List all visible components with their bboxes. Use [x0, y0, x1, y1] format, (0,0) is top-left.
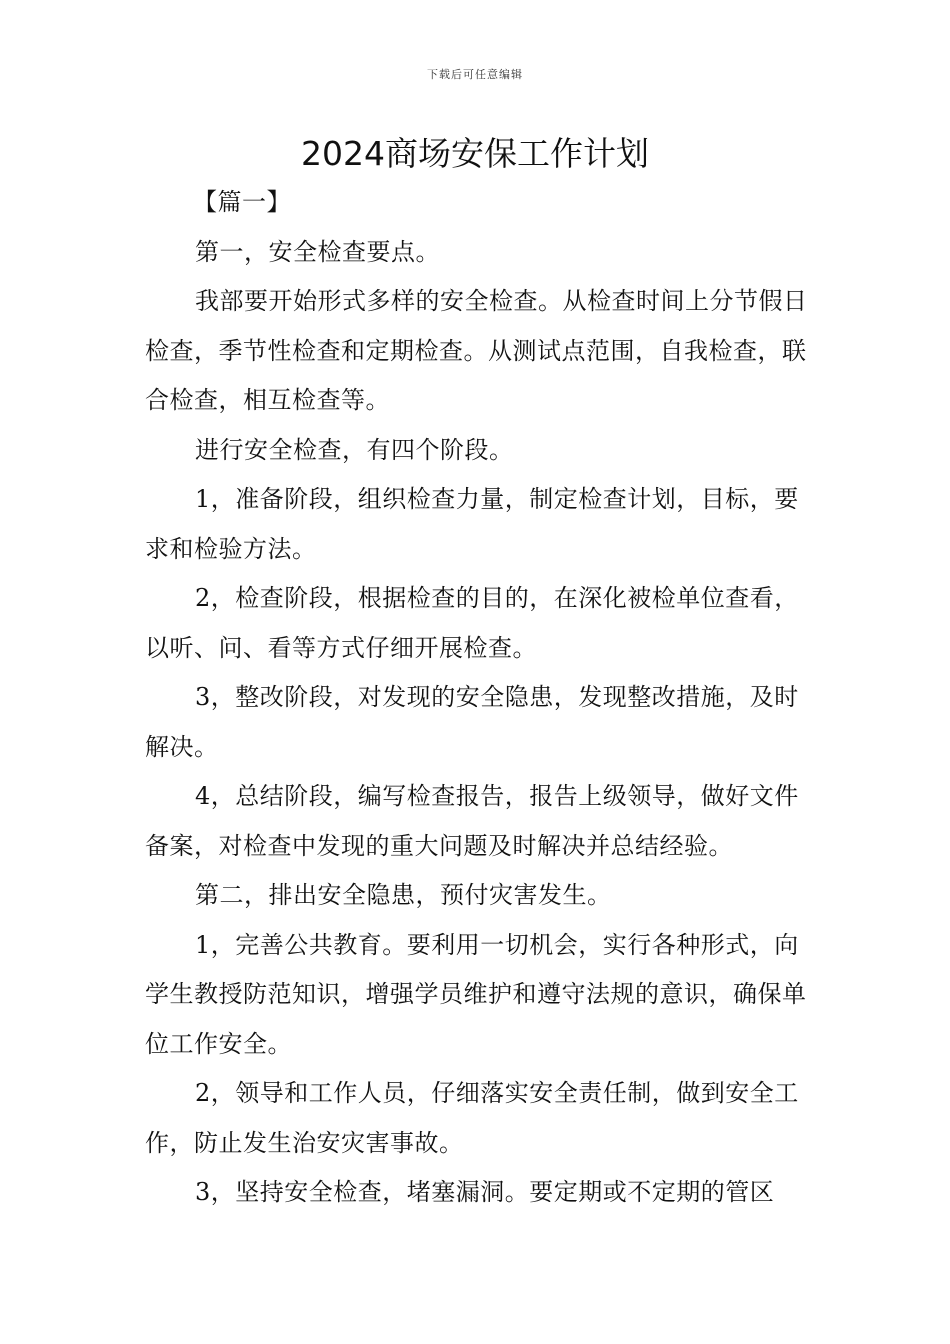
paragraph: 进行安全检查，有四个阶段。 — [195, 435, 514, 464]
header-note: 下载后可任意编辑 — [427, 68, 523, 81]
paragraph: 3，整改阶段，对发现的安全隐患，发现整改措施，及时解决。 — [145, 683, 799, 761]
paragraph: 第一，安全检查要点。 — [195, 237, 440, 266]
paragraph: 1，完善公共教育。要利用一切机会，实行各种形式，向学生教授防范知识，增强学员维护和遵守法规的意识，确保单位工作安全。 — [145, 930, 807, 1058]
document-body — [145, 178, 815, 1218]
paragraph: 3，坚持安全检查，堵塞漏洞。要定期或不定期的管区 — [195, 1178, 775, 1206]
document-title: 2024商场安保工作计划 — [301, 134, 649, 173]
paragraph: 第二，排出安全隐患，预付灾害发生。 — [195, 881, 612, 909]
paragraph: 2，检查阶段，根据检查的目的，在深化被检单位查看，以听、问、看等方式仔细开展检查。 — [145, 584, 799, 662]
paragraph: 4，总结阶段，编写检查报告，报告上级领导，做好文件备案，对检查中发现的重大问题及时解决并总结经验。 — [145, 782, 799, 860]
paragraph: 2，领导和工作人员，仔细落实安全责任制，做到安全工作，防止发生治安灾害事故。 — [145, 1079, 799, 1157]
paragraph: 1，准备阶段，组织检查力量，制定检查计划，目标，要求和检验方法。 — [145, 485, 799, 563]
section-tag: 【篇一】 — [193, 188, 291, 216]
paragraph: 我部要开始形式多样的安全检查。从检查时间上分节假日检查，季节性检查和定期检查。从测试点范围，自我检查，联合检查，相互检查等。 — [145, 287, 808, 414]
